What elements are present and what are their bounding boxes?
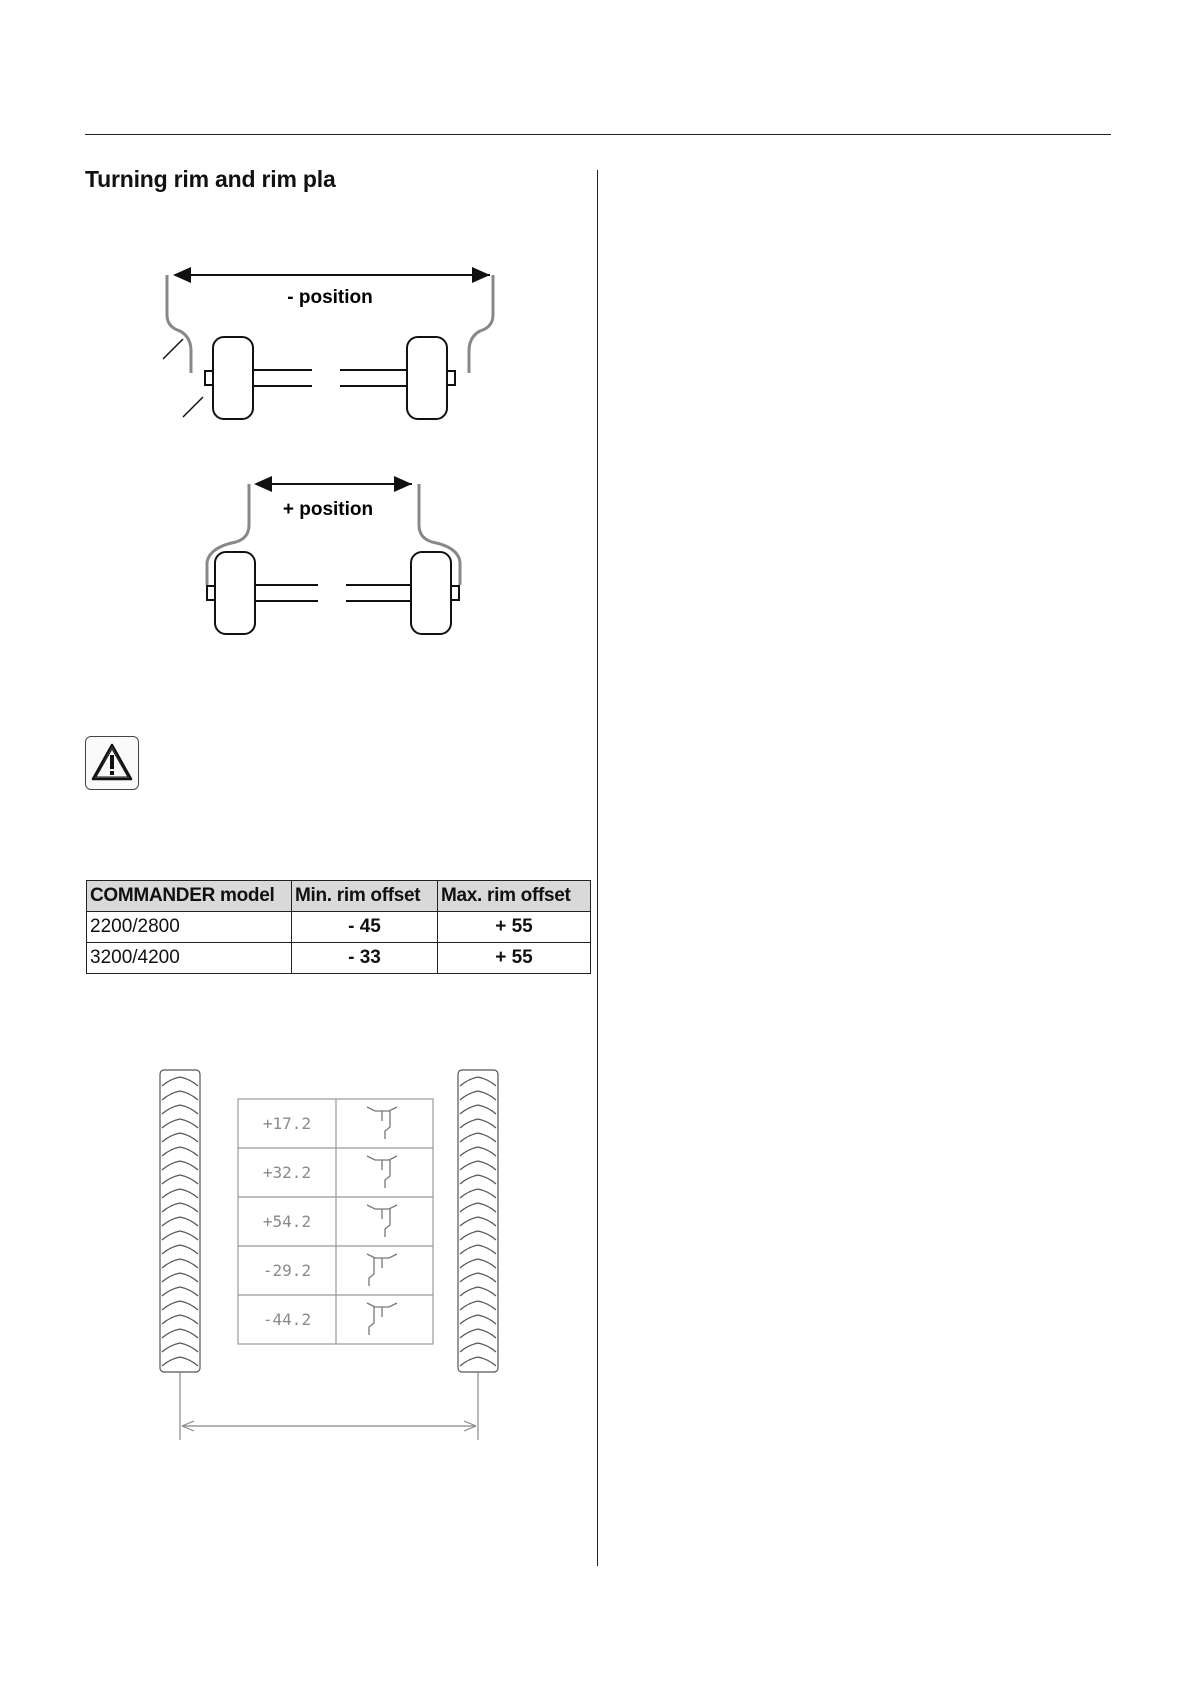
tread-lug [180, 1231, 198, 1240]
rim-profile-icon [367, 1156, 397, 1188]
tread-lug [478, 1203, 496, 1212]
tread-lug [478, 1273, 496, 1282]
tread-lug [180, 1105, 198, 1114]
tread-lug [180, 1175, 198, 1184]
rim-profile-icon [367, 1303, 397, 1335]
table-row [87, 943, 591, 974]
tread-lug [478, 1161, 496, 1170]
offset-value-label: -29.2 [262, 1261, 312, 1280]
tread-lug [162, 1133, 180, 1142]
cell-min-offset: - 45 [292, 912, 438, 943]
tread-lug [478, 1329, 496, 1338]
tread-lug [478, 1091, 496, 1100]
tread-lug [460, 1133, 478, 1142]
tread-lug [180, 1301, 198, 1310]
tread-lug [162, 1105, 180, 1114]
tread-lug [180, 1343, 198, 1352]
tread-lug [460, 1203, 478, 1212]
tread-lug [478, 1077, 496, 1086]
column-divider [597, 170, 598, 1566]
cell-max-offset: + 55 [438, 912, 591, 943]
tread-lug [478, 1357, 496, 1366]
tread-lug [162, 1329, 180, 1338]
tread-lug [478, 1133, 496, 1142]
tread-lug [460, 1217, 478, 1226]
col-header-model: COMMANDER model [87, 881, 292, 912]
tread-lug [478, 1189, 496, 1198]
tread-lug [478, 1259, 496, 1268]
tread-lug [478, 1343, 496, 1352]
cell-model: 2200/2800 [87, 912, 292, 943]
tread-lug [162, 1357, 180, 1366]
rim-profile-icon [367, 1205, 397, 1237]
tread-lug [162, 1343, 180, 1352]
tread-lug [460, 1315, 478, 1324]
tread-lug [478, 1301, 496, 1310]
tread-lug [162, 1091, 180, 1100]
tread-lug [460, 1259, 478, 1268]
tread-lug [460, 1357, 478, 1366]
tread-lug [478, 1147, 496, 1156]
offset-value-label: +54.2 [262, 1212, 312, 1231]
tread-lug [460, 1189, 478, 1198]
tread-lug [162, 1203, 180, 1212]
minus-position-label: - position [287, 287, 373, 308]
track-width-dimension [180, 1372, 478, 1440]
tread-lug [180, 1273, 198, 1282]
wheel-track-diagram [150, 255, 510, 655]
table-row [87, 912, 591, 943]
offset-value-label: +17.2 [262, 1114, 312, 1133]
tread-lug [162, 1259, 180, 1268]
tread-lug [180, 1133, 198, 1142]
page-title: Turning rim and rim pla [85, 166, 336, 192]
rim-offset-table [86, 880, 591, 974]
tread-lug [460, 1147, 478, 1156]
tread-lug [162, 1231, 180, 1240]
tread-lug [162, 1147, 180, 1156]
tread-lug [460, 1329, 478, 1338]
tread-lug [478, 1315, 496, 1324]
tread-lug [162, 1273, 180, 1282]
tread-lug [180, 1217, 198, 1226]
cell-model: 3200/4200 [87, 943, 292, 974]
tread-lug [460, 1273, 478, 1282]
warning-triangle-icon [86, 737, 138, 789]
warning-icon-box [85, 736, 139, 790]
tread-lug [478, 1119, 496, 1128]
left-tyre [160, 1070, 200, 1372]
right-tyre [458, 1070, 498, 1372]
tread-lug [460, 1161, 478, 1170]
tread-lug [478, 1245, 496, 1254]
tread-lug [180, 1091, 198, 1100]
tread-lug [162, 1189, 180, 1198]
tread-lug [180, 1315, 198, 1324]
rim-profile-icon [367, 1107, 397, 1139]
tread-lug [180, 1161, 198, 1170]
tread-lug [460, 1091, 478, 1100]
tread-lug [180, 1357, 198, 1366]
tread-lug [162, 1301, 180, 1310]
tread-lug [460, 1119, 478, 1128]
tread-lug [478, 1105, 496, 1114]
cell-min-offset: - 33 [292, 943, 438, 974]
tread-lug [162, 1315, 180, 1324]
tread-lug [460, 1077, 478, 1086]
tread-lug [180, 1203, 198, 1212]
header-rule [85, 134, 1111, 135]
col-header-max-offset: Max. rim offset [438, 881, 591, 912]
cell-max-offset: + 55 [438, 943, 591, 974]
tread-lug [478, 1231, 496, 1240]
tread-lug [162, 1287, 180, 1296]
tread-lug [478, 1217, 496, 1226]
offset-value-label: -44.2 [262, 1310, 312, 1329]
tread-lug [162, 1175, 180, 1184]
tread-lug [460, 1287, 478, 1296]
tread-lug [180, 1119, 198, 1128]
tread-lug [180, 1147, 198, 1156]
tread-lug [460, 1175, 478, 1184]
rim-offset-diagram [155, 1065, 515, 1445]
tread-lug [180, 1077, 198, 1086]
tread-lug [162, 1161, 180, 1170]
tread-lug [460, 1105, 478, 1114]
tread-lug [460, 1301, 478, 1310]
plus-position-label: + position [282, 499, 374, 520]
tread-lug [460, 1231, 478, 1240]
rim-profile-icon [367, 1254, 397, 1286]
tread-lug [478, 1287, 496, 1296]
tread-lug [180, 1329, 198, 1338]
tread-lug [180, 1245, 198, 1254]
offset-value-label: +32.2 [262, 1163, 312, 1182]
tread-lug [460, 1245, 478, 1254]
tread-lug [162, 1077, 180, 1086]
tread-lug [460, 1343, 478, 1352]
table-header-row [87, 881, 591, 912]
col-header-min-offset: Min. rim offset [292, 881, 438, 912]
tread-lug [180, 1287, 198, 1296]
tread-lug [162, 1119, 180, 1128]
tread-lug [180, 1259, 198, 1268]
tread-lug [162, 1217, 180, 1226]
tread-lug [478, 1175, 496, 1184]
tread-lug [162, 1245, 180, 1254]
tread-lug [180, 1189, 198, 1198]
